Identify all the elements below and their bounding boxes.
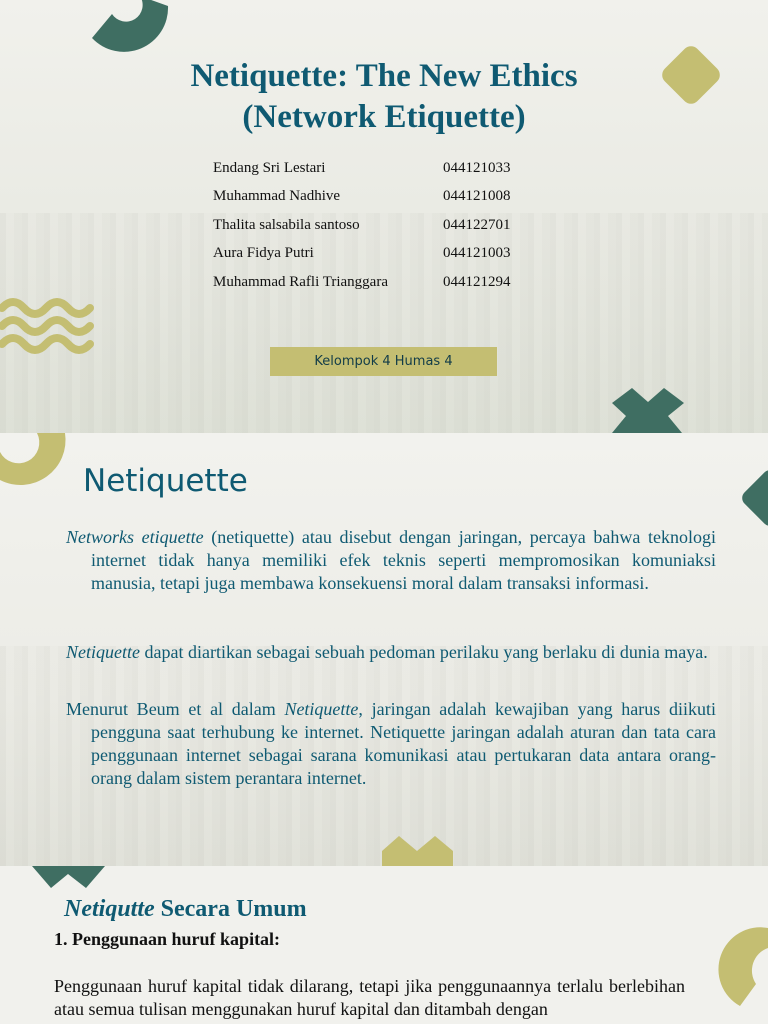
member-name: Muhammad Rafli Trianggara [213,273,388,290]
paragraph-meaning [66,641,716,664]
group-badge: Kelompok 4 Humas 4 [270,347,497,376]
member-id: 044121033 [443,159,511,176]
slide-title [0,0,768,433]
paragraph-beum [66,698,716,790]
teal-chevron-shape [32,866,105,888]
term-italic: Netiquette [284,699,359,719]
khaki-wave-shape [2,302,90,350]
member-name: Thalita salsabila santoso [213,216,360,233]
member-id: 044122701 [443,216,511,233]
paragraph-text: , jaringan adalah kewajiban yang harus diikuti pengguna saat terhubung ke internet. Netiquette jaringan adalah aturan dan tata cara penggunaan internet sebagai sarana komunikasi atau pertukaran data antara orang-orang dalam sistem perantara internet. [91,699,716,788]
title-line-2: (Network Etiquette) [242,99,526,135]
paragraph-definition [66,526,716,595]
paragraph-text: (netiquette) atau disebut dengan jaringan, percaya bahwa teknologi internet tidak hanya memiliki efek teknis seperti mempromosikan komuniaksi manusia, tetapi juga membawa konsekuensi moral dalam transaksi informasi. [91,527,716,593]
section-heading: Netiquette [83,463,248,499]
table-row [210,240,514,269]
term-italic: Netiqutte [64,896,155,922]
term-italic: Networks etiquette [66,527,204,547]
table-row [210,183,514,212]
table-row [210,268,514,297]
table-row [210,211,514,240]
paragraph-text: Penggunaan huruf kapital tidak dilarang, tetapi jika penggunaannya terlalu berlebihan atau semua tulisan menggunakan huruf kapital dan ditambah dengan [54,976,685,1019]
khaki-arc-shape [718,927,768,1006]
list-item: 1. Penggunaan huruf kapital: [54,929,281,949]
member-id: 044121008 [443,188,511,205]
teal-diamond-shape [739,467,768,529]
section-heading [64,896,307,923]
member-name: Aura Fidya Putri [213,245,314,262]
teal-arc-shape [92,0,168,52]
member-id: 044121003 [443,245,511,262]
member-name: Endang Sri Lestari [213,159,326,176]
slide-netiquette [0,433,768,866]
table-row [210,154,514,183]
paragraph-text: dapat diartikan sebagai sebuah pedoman perilaku yang berlaku di dunia maya. [139,642,708,662]
member-id: 044121294 [443,273,511,290]
title-line-1: Netiquette: The New Ethics [190,58,578,94]
heading-text: Secara Umum [154,896,307,922]
teal-x-shape [612,388,684,433]
member-name: Muhammad Nadhive [213,188,341,205]
slide-general [0,866,768,1024]
paragraph-text: Menurut Beum et al dalam [66,699,285,719]
khaki-chevron-shape [382,836,453,866]
member-table [210,154,514,297]
term-italic: Netiquette [66,642,140,662]
khaki-arc-shape [0,433,66,485]
slide-title-heading [84,56,684,138]
